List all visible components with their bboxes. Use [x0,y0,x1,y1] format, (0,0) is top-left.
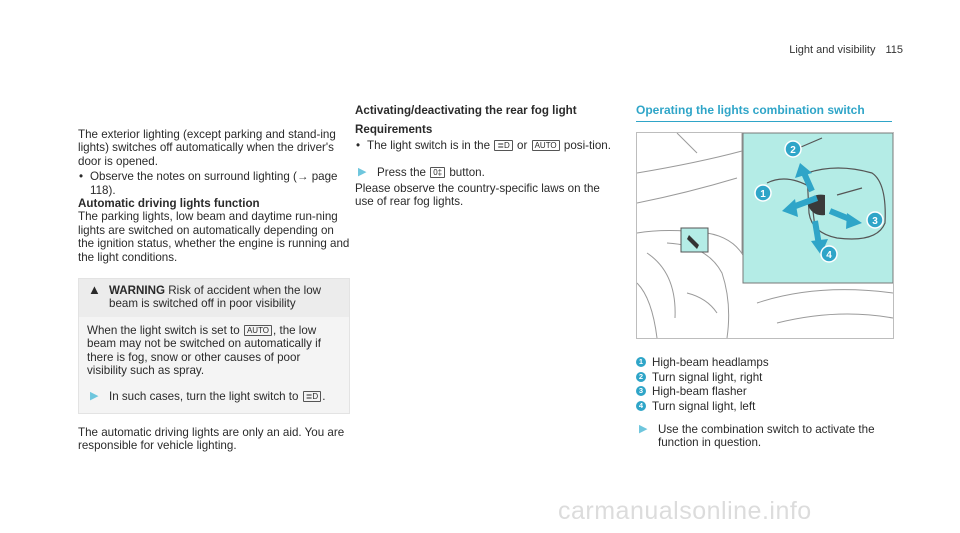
step-arrow-icon: ▶ [639,423,648,436]
combination-switch-figure [636,132,894,339]
legend-item [636,400,892,413]
warning-header [79,279,349,317]
legend-number: 2 [636,372,646,382]
notes-list [78,170,350,197]
warning-step-text: In such cases, turn the light switch to [109,389,299,403]
press-step-post: button. [449,166,485,180]
press-step-pre: Press the [377,166,426,180]
list-item [355,139,620,152]
callout-2: 2 [790,145,796,157]
step-arrow-icon: ▶ [90,389,99,402]
legend-number: 3 [636,386,646,396]
column-middle [355,104,620,208]
switch-step [636,423,892,450]
column-right [636,104,892,450]
figure-legend [636,356,892,413]
warning-box [78,278,350,414]
switch-step-text: Use the combination switch to activate the function in question. [658,423,875,450]
page-header [789,44,903,57]
callout-3: 3 [872,216,878,228]
warning-step-end: . [322,389,326,403]
warning-text [87,324,341,378]
watermark: carmanualsonline.info [558,497,812,525]
requirements-heading: Requirements [355,123,433,137]
legend-text: High-beam flasher [652,385,747,399]
legend-text: High-beam headlamps [652,356,769,370]
warning-body [79,317,349,413]
callout-4: 4 [826,250,832,262]
warning-text-post: , the low beam may not be switched on automatically if there is fog, snow or other causes of poor visibility such as spray. [87,323,321,378]
callout-1: 1 [760,189,766,201]
req-text-pre: The light switch is in the [367,138,491,152]
legend-item [636,356,892,369]
fog-light-key-icon: 0‡ [430,167,445,178]
legend-text: Turn signal light, left [652,399,756,413]
legend-number: 1 [636,357,646,367]
press-step [355,166,620,179]
page-number: 115 [885,44,903,56]
fog-note: Please observe the country-specific laws on the use of rear fog lights. [355,181,600,209]
requirements-list [355,139,620,152]
warning-title: Risk of accident when the low beam is switched off in poor visibility [109,284,322,311]
outro-paragraph: The automatic driving lights are only an aid. You are responsible for vehicle lighting. [78,425,345,453]
step-arrow-icon: ▶ [358,166,367,179]
legend-number: 4 [636,401,646,411]
list-item: • Observe the notes on surround lighting (→ page 118). [78,170,350,197]
dashboard-illustration [637,133,893,338]
auto-lights-heading: Automatic driving lights function [78,197,260,211]
warning-text-pre: When the light switch is set to [87,323,240,337]
req-text-post: posi-tion. [563,138,611,152]
intro-paragraph: The exterior lighting (except parking and stand-ing lights) switches off automatically when the driver's door is opened. [78,128,336,168]
req-text-mid: or [517,138,528,152]
auto-key-icon: AUTO [244,325,272,336]
warning-label: WARNING [109,284,166,298]
section-name: Light and visibility [789,44,876,56]
legend-item [636,371,892,384]
warning-step [87,390,341,403]
low-beam-key-icon: ≣D [494,140,512,151]
combination-switch-heading: Operating the lights combination switch [636,104,892,122]
warning-icon: ▲ [88,282,101,298]
low-beam-key-icon: ≣D [303,391,321,402]
fog-light-heading: Activating/deactivating the rear fog light [355,104,577,117]
legend-item [636,385,892,398]
auto-lights-text: The parking lights, low beam and daytime run-ning lights are switched on automatically depending on the ignition status, whether the engine is running and the light conditions. [78,210,350,264]
column-left [78,128,350,453]
legend-text: Turn signal light, right [652,370,763,384]
auto-key-icon: AUTO [532,140,560,151]
